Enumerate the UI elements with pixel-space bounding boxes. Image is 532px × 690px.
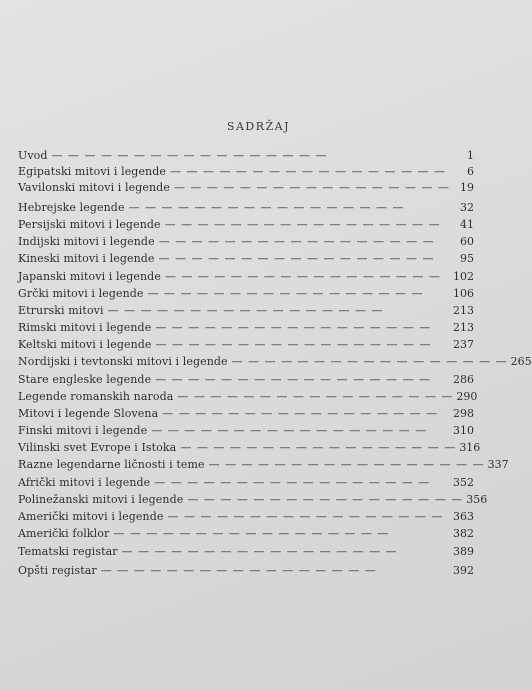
- toc-entry-page: 356: [466, 493, 488, 506]
- dash-leader: — — — — — — — — — — — — — — — — —: [173, 181, 450, 194]
- toc-entry-title: Keltski mitovi i legende: [18, 338, 152, 351]
- toc-entry: [18, 303, 474, 319]
- dash-leader: — — — — — — — — — — — — — — — — —: [177, 390, 454, 403]
- toc-entry-title: Uvod: [18, 149, 48, 162]
- dash-leader: — — — — — — — — — — — — — — — — —: [164, 218, 441, 231]
- toc-entry-title: Finski mitovi i legende: [18, 424, 148, 437]
- toc-entry-page: 213: [453, 304, 474, 317]
- toc-entry-page: 19: [460, 181, 474, 194]
- toc-entry-page: 316: [459, 441, 481, 454]
- toc-entry: [18, 526, 474, 542]
- dash-leader: — — — — — — — — — — — — — — — — —: [158, 252, 435, 265]
- dash-leader: — — — — — — — — — — — — — — — — —: [180, 441, 457, 454]
- toc-entry-page: 32: [460, 201, 474, 214]
- toc-entry-title: Japanski mitovi i legende: [18, 270, 161, 283]
- dash-leader: — — — — — — — — — — — — — — — — —: [162, 407, 439, 420]
- toc-entry-page: 95: [460, 252, 474, 265]
- toc-entry: [18, 148, 474, 164]
- toc-entry-title: Američki folklor: [18, 527, 110, 540]
- dash-leader: — — — — — — — — — — — — — — — — —: [208, 458, 485, 471]
- toc-entry-title: Mitovi i legende Slovena: [18, 407, 159, 420]
- dash-leader: — — — — — — — — — — — — — — — — —: [107, 304, 384, 317]
- toc-entry-title: Kineski mitovi i legende: [18, 252, 155, 265]
- toc-entry-title: Legende romanskih naroda: [18, 390, 174, 403]
- toc-entry-title: Tematski registar: [18, 545, 118, 558]
- toc-entry-page: 106: [453, 287, 474, 300]
- toc-entry-title: Američki mitovi i legende: [18, 510, 164, 523]
- dash-leader: — — — — — — — — — — — — — — — — —: [158, 235, 435, 248]
- toc-entry: [18, 251, 474, 267]
- toc-entry-title: Razne legendarne ličnosti i teme: [18, 458, 205, 471]
- toc-entry: [18, 234, 474, 250]
- toc-entry-title: Nordijski i tevtonski mitovi i legende: [18, 355, 228, 368]
- toc-entry-title: Persijski mitovi i legende: [18, 218, 161, 231]
- toc-entry-page: 337: [487, 458, 509, 471]
- toc-entry-title: Etrurski mitovi: [18, 304, 104, 317]
- toc-entry: [18, 286, 474, 302]
- toc-entry: [18, 269, 474, 285]
- dash-leader: — — — — — — — — — — — — — — — — —: [155, 321, 432, 334]
- dash-leader: — — — — — — — — — — — — — — — — —: [100, 564, 377, 577]
- toc-entry-title: Afrički mitovi i legende: [18, 476, 151, 489]
- toc-entry: [18, 372, 474, 388]
- toc-entry-page: 237: [453, 338, 474, 351]
- toc-entry: [18, 354, 532, 370]
- toc-entry-page: 290: [456, 390, 478, 403]
- toc-entry: [18, 217, 474, 233]
- toc-entry-page: 382: [453, 527, 474, 540]
- toc-entry-page: 1: [467, 149, 474, 162]
- toc-entry-title: Stare engleske legende: [18, 373, 152, 386]
- toc-entry-page: 392: [453, 564, 474, 577]
- toc-entry: [18, 200, 474, 216]
- toc-entry-title: Indijski mitovi i legende: [18, 235, 155, 248]
- dash-leader: — — — — — — — — — — — — — — — — —: [155, 338, 432, 351]
- dash-leader: — — — — — — — — — — — — — — — — —: [170, 165, 446, 178]
- toc-entry-page: 389: [453, 545, 474, 558]
- toc-entry: [18, 406, 474, 422]
- toc-entry: [18, 423, 474, 439]
- toc-entry-page: 298: [453, 407, 474, 420]
- toc-entry-title: Polinežanski mitovi i legende: [18, 493, 184, 506]
- toc-entry-title: Vavilonski mitovi i legende: [18, 181, 170, 194]
- dash-leader: — — — — — — — — — — — — — — — — —: [154, 476, 431, 489]
- toc-entry-title: Hebrejske legende: [18, 201, 125, 214]
- toc-entry-page: 60: [460, 235, 474, 248]
- toc-entry-page: 41: [460, 218, 474, 231]
- dash-leader: — — — — — — — — — — — — — — — — —: [164, 270, 441, 283]
- toc-entry-page: 102: [453, 270, 474, 283]
- toc-entry-title: Egipatski mitovi i legende: [18, 165, 166, 178]
- toc-heading: SADRŽAJ: [226, 120, 291, 133]
- dash-leader: — — — — — — — — — — — — — — — — —: [231, 355, 508, 368]
- toc-entry: [18, 320, 474, 336]
- toc-entry: [18, 475, 474, 491]
- dash-leader: — — — — — — — — — — — — — — — — —: [51, 149, 328, 162]
- toc-entry: [18, 544, 474, 560]
- dash-leader: — — — — — — — — — — — — — — — — —: [128, 201, 405, 214]
- toc-entry: [18, 180, 474, 196]
- dash-leader: — — — — — — — — — — — — — — — — —: [147, 287, 424, 300]
- toc-entry-page: 213: [453, 321, 474, 334]
- toc-entry: [18, 457, 509, 473]
- dash-leader: — — — — — — — — — — — — — — — — —: [187, 493, 464, 506]
- toc-entry-page: 310: [453, 424, 474, 437]
- dash-leader: — — — — — — — — — — — — — — — — —: [151, 424, 428, 437]
- toc-entry-page: 363: [453, 510, 474, 523]
- toc-entry-page: 265: [510, 355, 532, 368]
- dash-leader: — — — — — — — — — — — — — — — — —: [155, 373, 432, 386]
- toc-entry-title: Grčki mitovi i legende: [18, 287, 144, 300]
- toc-entry: [18, 164, 474, 180]
- toc-entry-title: Rimski mitovi i legende: [18, 321, 152, 334]
- toc-entry: [18, 440, 481, 456]
- toc-entry: [18, 563, 474, 579]
- toc-entry: [18, 337, 474, 353]
- toc-entry-page: 6: [467, 165, 474, 178]
- dash-leader: — — — — — — — — — — — — — — — — —: [167, 510, 444, 523]
- toc-entry-page: 286: [453, 373, 474, 386]
- toc-entry: [18, 509, 474, 525]
- toc-entry-page: 352: [453, 476, 474, 489]
- dash-leader: — — — — — — — — — — — — — — — — —: [113, 527, 390, 540]
- toc-entry-title: Opšti registar: [18, 564, 97, 577]
- toc-entry: [18, 389, 478, 405]
- toc-entry-title: Vilinski svet Evrope i Istoka: [18, 441, 177, 454]
- toc-entry: [18, 492, 488, 508]
- dash-leader: — — — — — — — — — — — — — — — — —: [121, 545, 398, 558]
